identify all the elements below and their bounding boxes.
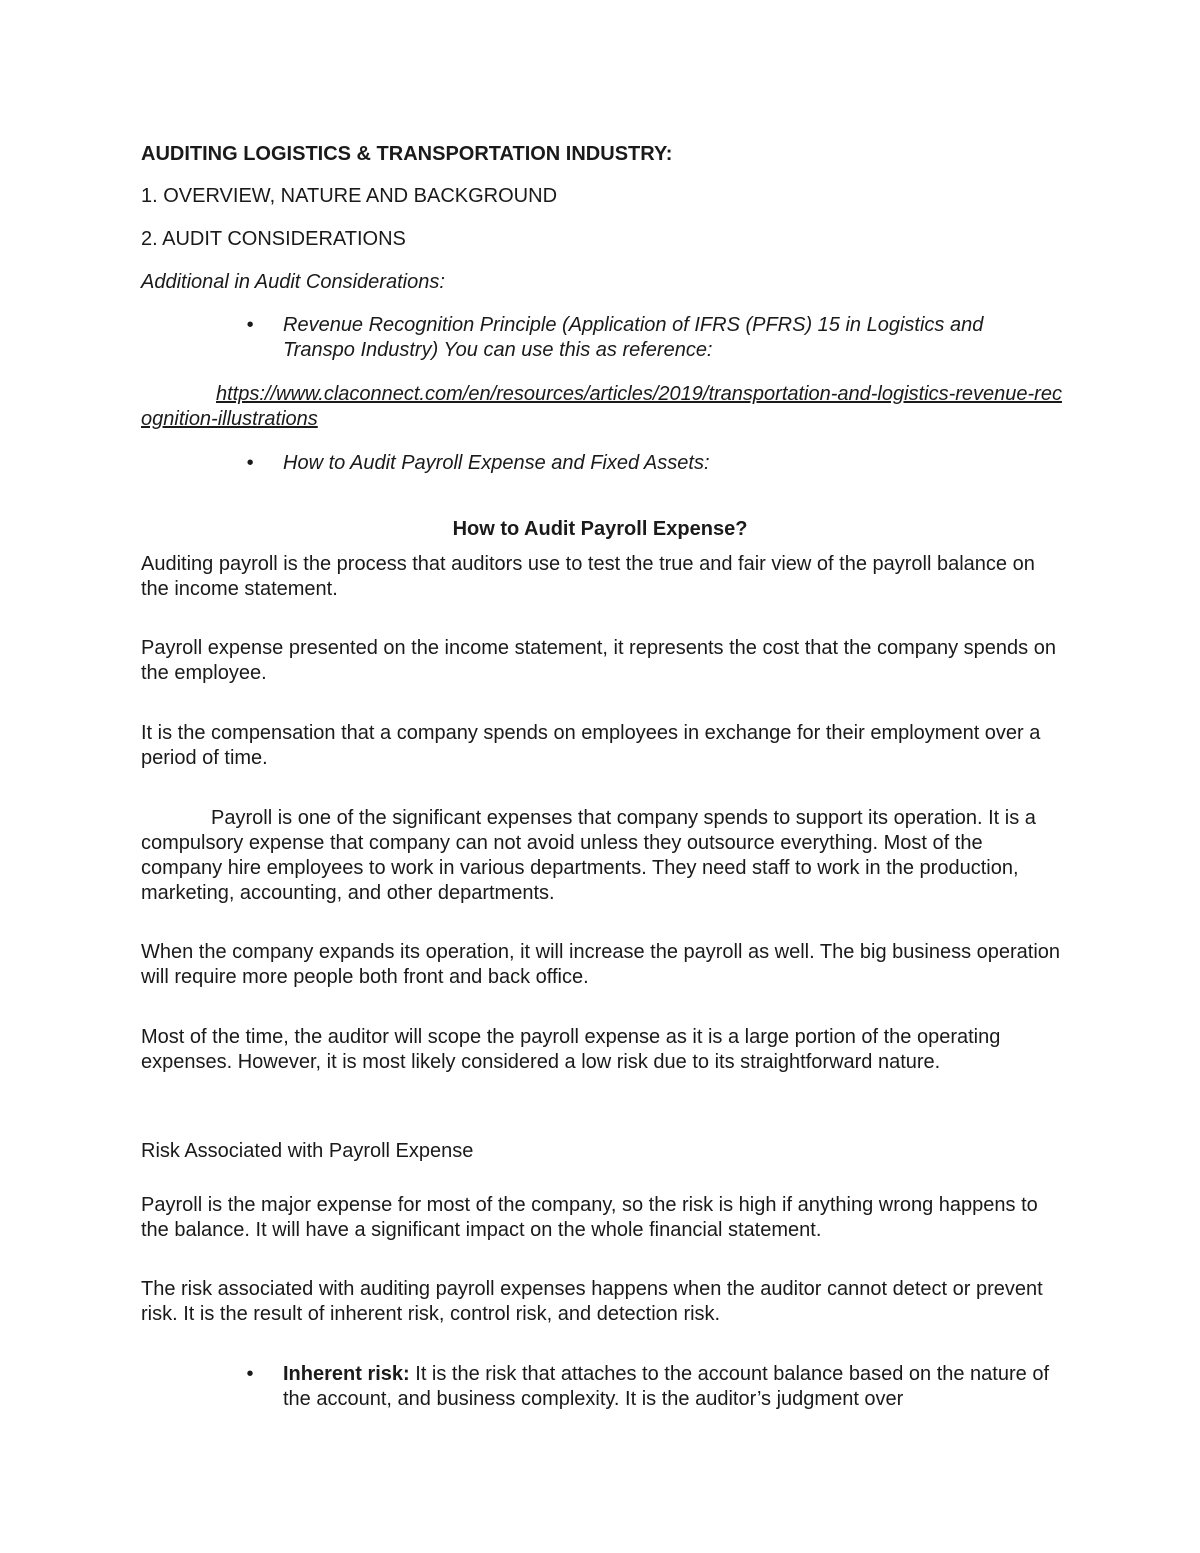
paragraph-3: It is the compensation that a company spends on employees in exchange for their employment over a period of time.: [141, 722, 1041, 769]
bullet-icon: •: [246, 314, 254, 336]
paragraph-7: Payroll is the major expense for most of the company, so the risk is high if anything wrong happens to the balance. It will have a significant impact on the whole financial statement.: [141, 1194, 1038, 1241]
outline-item-1: 1. OVERVIEW, NATURE AND BACKGROUND: [141, 185, 558, 207]
bullet-text: [283, 1362, 1053, 1412]
paragraph-4: Payroll is one of the significant expenses that company spends to support its operation. It is a compulsory expense that company can not avoid unless they outsource everything. Most of the company hire employees to work in various departments. They need staff to work in the production, marketing, accounting, and other departments.: [141, 807, 1036, 904]
bullet-icon: •: [246, 1363, 254, 1385]
bullet-body: It is the risk that attaches to the account balance based on the nature of the account, and business complexity. It is the auditor’s judgment over: [283, 1363, 1049, 1410]
paragraph-5: When the company expands its operation, it will increase the payroll as well. The big business operation will require more people both front and back office.: [141, 941, 1061, 988]
bullet-icon: •: [246, 452, 254, 474]
risk-heading: Risk Associated with Payroll Expense: [141, 1140, 474, 1162]
document-title: AUDITING LOGISTICS & TRANSPORTATION INDUSTRY:: [141, 143, 673, 165]
bullet-text: Revenue Recognition Principle (Application of IFRS (PFRS) 15 in Logistics and Transpo Industry) You can use this as reference:: [283, 314, 984, 361]
paragraph-6: Most of the time, the auditor will scope the payroll expense as it is a large portion of the operating expenses. However, it is most likely considered a low risk due to its straightforward nature.: [141, 1026, 1001, 1073]
additional-heading: Additional in Audit Considerations:: [141, 271, 445, 293]
reference-link[interactable]: https://www.claconnect.com/en/resources/articles/2019/transportation-and-logistics-revenue-recognition-illustrations: [141, 383, 1062, 430]
outline-item-2: 2. AUDIT CONSIDERATIONS: [141, 228, 406, 250]
paragraph-2: Payroll expense presented on the income statement, it represents the cost that the company spends on the employee.: [141, 637, 1056, 684]
bullet-text: How to Audit Payroll Expense and Fixed Assets:: [283, 452, 710, 474]
bullet-label: Inherent risk:: [283, 1363, 410, 1385]
section-heading: How to Audit Payroll Expense?: [452, 518, 748, 540]
paragraph-1: Auditing payroll is the process that auditors use to test the true and fair view of the payroll balance on the income statement.: [141, 553, 1035, 600]
paragraph-8: The risk associated with auditing payroll expenses happens when the auditor cannot detect or prevent risk. It is the result of inherent risk, control risk, and detection risk.: [141, 1278, 1043, 1325]
